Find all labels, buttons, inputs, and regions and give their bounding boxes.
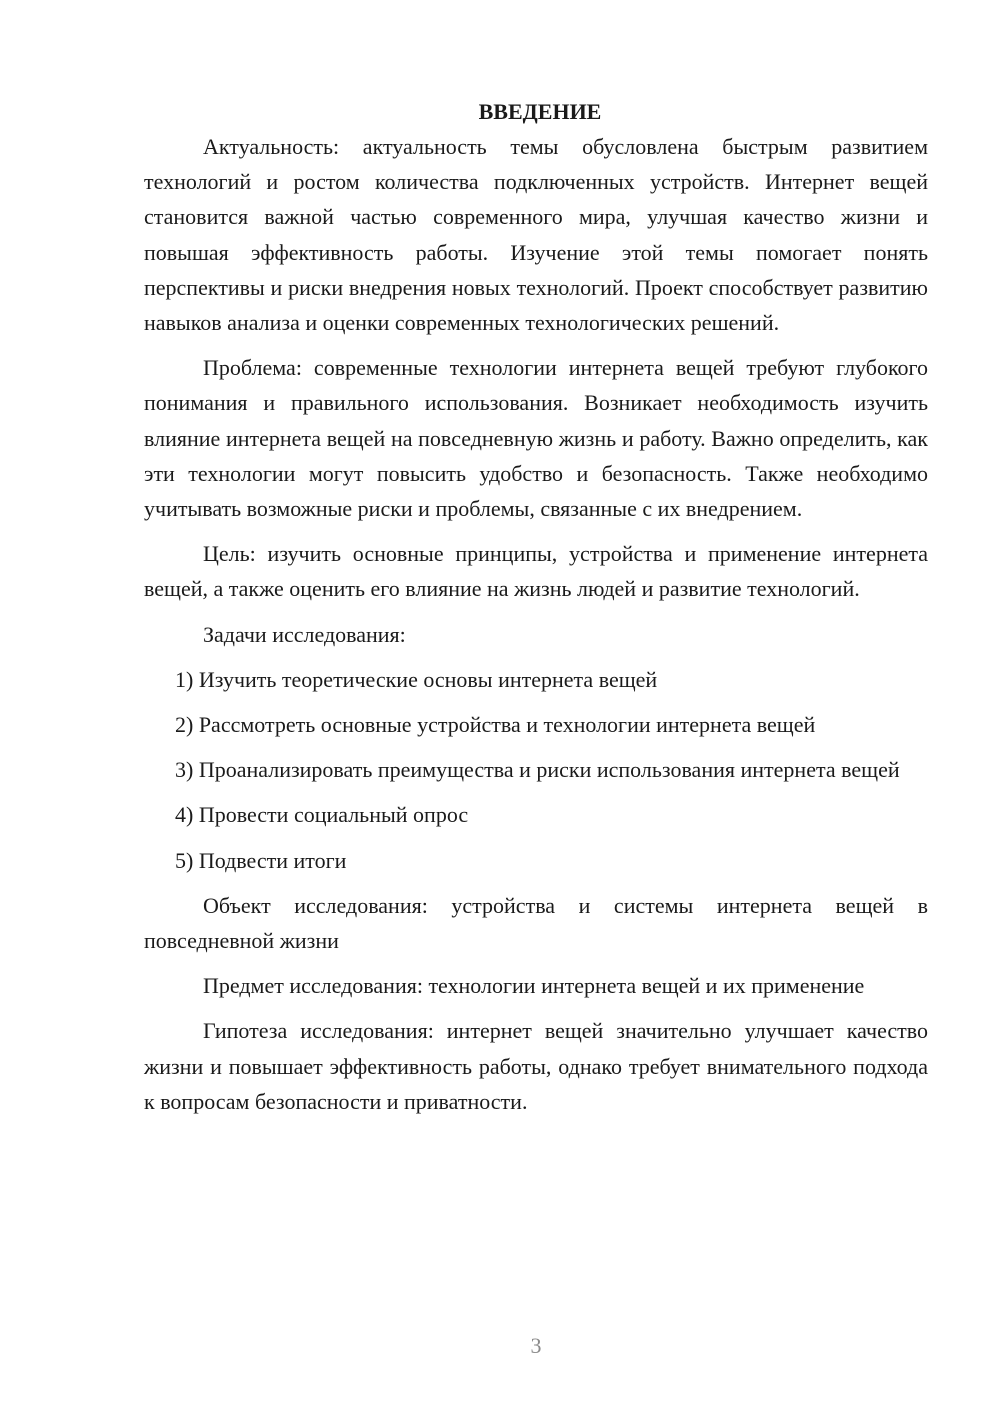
- page-title: ВВЕДЕНИЕ: [478, 99, 602, 124]
- subject-paragraph: Предмет исследования: технологии интернета вещей и их применение: [203, 973, 865, 999]
- page-number: 3: [530, 1333, 542, 1358]
- relevance-paragraph: Актуальность: актуальность темы обусловлена быстрым развитием технологий и ростом количества подключенных устройств. Интернет вещей становится важной частью современного мира, улучшая качество жизни и повышая эффективность работы. Изучение этой темы помогает понять перспективы и риски внедрения новых технологий. Проект способствует развитию навыков анализа и оценки современных технологических решений.: [144, 134, 928, 336]
- task-item-2: 2) Рассмотреть основные устройства и технологии интернета вещей: [175, 712, 816, 738]
- hypothesis-paragraph: Гипотеза исследования: интернет вещей значительно улучшает качество жизни и повышает эффективность работы, однако требует внимательного подхода к вопросам безопасности и приватности.: [144, 1018, 928, 1114]
- object-paragraph: Объект исследования: устройства и системы интернета вещей в повседневной жизни: [144, 892, 928, 954]
- task-item-4: 4) Провести социальный опрос: [175, 802, 469, 828]
- task-item-5: 5) Подвести итоги: [175, 847, 347, 873]
- goal-paragraph: Цель: изучить основные принципы, устройства и применение интернета вещей, а также оценить его влияние на жизнь людей и развитие технологий.: [144, 541, 928, 602]
- task-item-3: 3) Проанализировать преимущества и риски использования интернета вещей: [175, 757, 900, 783]
- tasks-heading: Задачи исследования:: [203, 621, 406, 647]
- page-content: [144, 94, 928, 1119]
- task-item-1: 1) Изучить теоретические основы интернета вещей: [175, 666, 658, 692]
- problem-paragraph: Проблема: современные технологии интернета вещей требуют глубокого понимания и правильного использования. Возникает необходимость изучить влияние интернета вещей на повседневную жизнь и работу. Важно определить, как эти технологии могут повысить удобство и безопасность. Также необходимо учитывать возможные риски и проблемы, связанные с их внедрением.: [144, 355, 928, 522]
